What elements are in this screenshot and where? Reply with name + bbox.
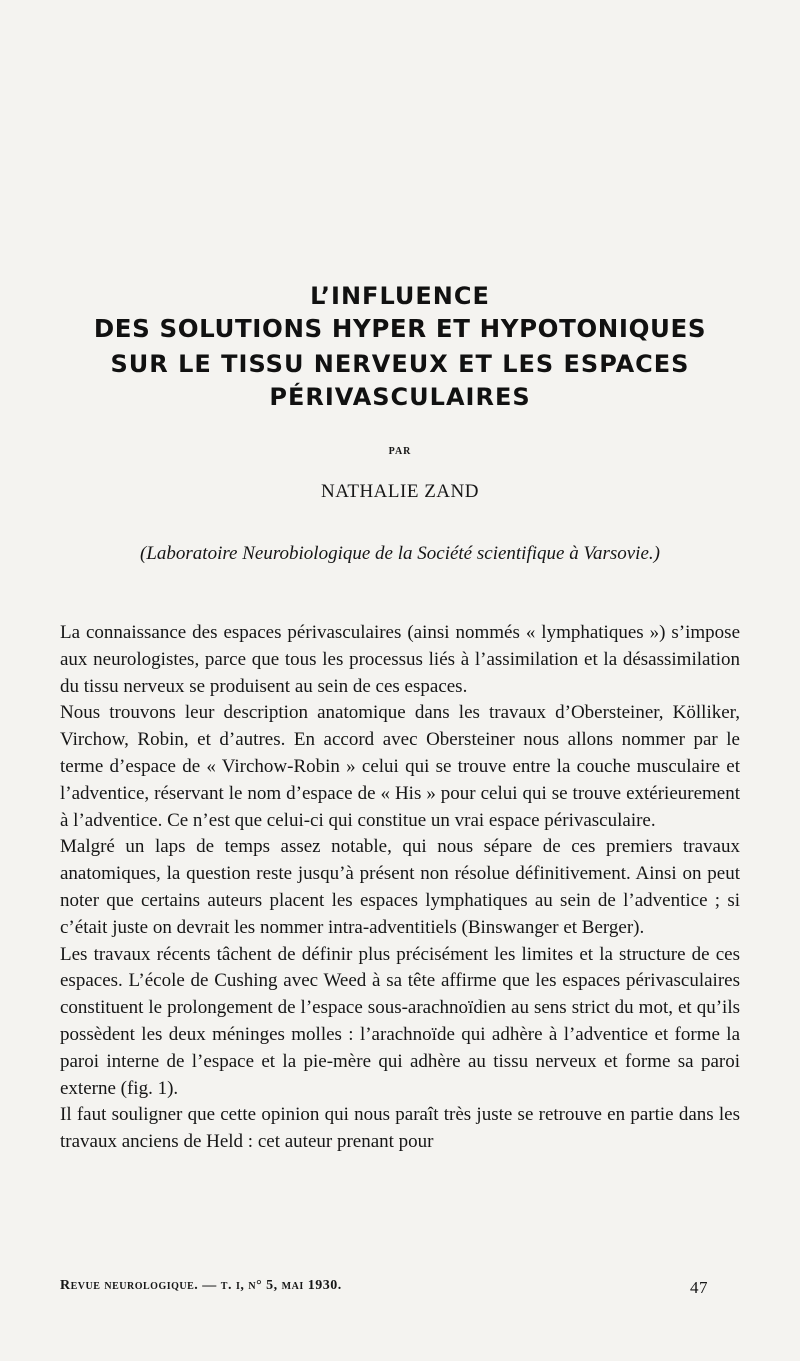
paragraph-2: Nous trouvons leur description anatomique dans les travaux d’Obersteiner, Kölliker, Virchow, Robin, et d’autres. En accord avec Obersteiner nous allons nommer par le terme d’espace de « Virchow-Robin » celui qui se trouve entre la couche musculaire et l’adventice, réservant le nom d’espace de « His » pour celui qui se trouve extérieurement à l’adventice. Ce n’est que celui-ci qui constitue un vrai espace périvasculaire. <box>60 702 740 831</box>
page-number: 47 <box>690 1278 708 1297</box>
title-line-1: L’INFLUENCE <box>310 282 490 310</box>
paragraph-1: La connaissance des espaces périvasculaires (ainsi nommés « lymphatiques ») s’impose aux neurologistes, parce que tous les processus liés à l’assimilation et la désassimilation du tissu nerveux se produisent au sein de ces espaces. <box>60 622 740 697</box>
page-footer <box>60 1278 740 1297</box>
journal-citation: Revue neurologique. — t. i, n° 5, mai 1930. <box>60 1278 342 1293</box>
title-line-2: DES SOLUTIONS HYPER ET HYPOTONIQUES <box>93 314 707 343</box>
paragraph-5: Il faut souligner que cette opinion qui nous paraît très juste se retrouve en partie dans les travaux anciens de Held : cet auteur prenant pour <box>60 1104 740 1153</box>
paragraph-3: Malgré un laps de temps assez notable, qui nous sépare de ces premiers travaux anatomiques, la question reste jusqu’à présent non résolue définitivement. Ainsi on peut noter que certains auteurs placent les espaces lymphatiques au sein de l’adventice ; si c’était juste on devrait les nommer intra-adventitiels (Binswanger et Berger). <box>60 836 740 938</box>
author-name: NATHALIE ZAND <box>321 481 479 502</box>
byline-prefix: PAR <box>388 446 412 457</box>
paragraph-4: Les travaux récents tâchent de définir plus précisément les limites et la structure de ces espaces. L’école de Cushing avec Weed à sa tête affirme que les espaces périvasculaires constituent le prolongement de l’espace sous-arachnoïdien au sens strict du mot, et qu’ils possèdent les deux méninges molles : l’arachnoïde qui adhère à l’adventice et forme la paroi interne de l’espace et la pie-mère qui adhère au tissu nerveux et forme sa paroi externe (fig. 1). <box>60 943 740 1099</box>
title-line-4: PÉRIVASCULAIRES <box>269 383 531 411</box>
title-line-3: SUR LE TISSU NERVEUX ET LES ESPACES <box>110 350 690 378</box>
article-body <box>60 620 740 1156</box>
affiliation: (Laboratoire Neurobiologique de la Société scientifique à Varsovie.) <box>140 543 660 564</box>
